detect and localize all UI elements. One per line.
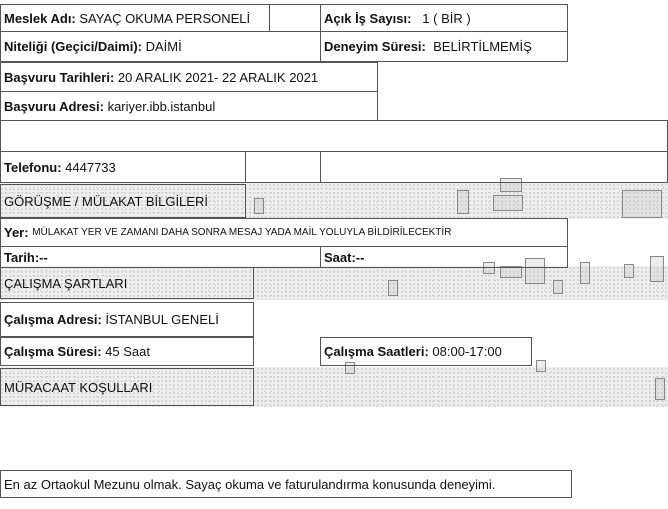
kosul-text: En az Ortaokul Mezunu olmak. Sayaç okuma ve faturulandırma konusunda deneyimi. xyxy=(4,476,496,492)
telefon-value: 4447733 xyxy=(65,159,116,175)
calisma-saatleri-value: 08:00-17:00 xyxy=(432,344,502,359)
acik-is-label: Açık İş Sayısı: xyxy=(324,10,412,26)
deneyim-value: BELİRTİLMEMİŞ xyxy=(433,39,532,54)
telefon-empty-cell xyxy=(245,151,321,183)
yer-cell xyxy=(0,218,568,247)
calisma-suresi-cell xyxy=(0,337,254,366)
gorusme-header xyxy=(0,184,246,218)
yer-value: MÜLAKAT YER VE ZAMANI DAHA SONRA MESAJ YADA MAİL YOLUYLA BİLDİRİLECEKTİR xyxy=(32,226,452,238)
calisma-saatleri-cell xyxy=(320,337,532,366)
tarih-cell xyxy=(0,246,321,268)
acik-is-value: 1 ( BİR ) xyxy=(422,10,471,26)
muracaat-header-text: MÜRACAAT KOŞULLARI xyxy=(4,379,153,395)
nitelik-label: Niteliği (Geçici/Daimi): xyxy=(4,39,142,54)
muracaat-header xyxy=(0,368,254,406)
empty-row xyxy=(0,120,668,152)
scan-artifact xyxy=(493,195,523,211)
basvuru-adres-value: kariyer.ibb.istanbul xyxy=(107,98,216,114)
yer-label: Yer: xyxy=(4,225,29,240)
calisma-header xyxy=(0,267,254,299)
telefon-label: Telefonu: xyxy=(4,159,62,175)
telefon-cell xyxy=(0,151,246,183)
saat-label: Saat:-- xyxy=(324,249,365,265)
acik-is-cell xyxy=(320,4,568,32)
scan-artifact xyxy=(622,190,662,218)
calisma-header-text: ÇALIŞMA ŞARTLARI xyxy=(4,275,128,291)
scan-artifact xyxy=(624,264,634,278)
basvuru-adres-cell xyxy=(0,91,378,121)
telefon-right-cell xyxy=(320,151,668,183)
nitelik-cell xyxy=(0,31,321,62)
scan-artifact xyxy=(655,378,665,400)
scan-artifact xyxy=(254,198,264,214)
basvuru-adres-label: Başvuru Adresi: xyxy=(4,98,104,114)
calisma-adres-value: İSTANBUL GENELİ xyxy=(105,312,219,327)
basvuru-tarih-cell xyxy=(0,62,378,92)
meslek-cell xyxy=(0,4,270,32)
calisma-suresi-label: Çalışma Süresi: xyxy=(4,344,102,359)
meslek-label: Meslek Adı: xyxy=(4,10,76,26)
deneyim-label: Deneyim Süresi: xyxy=(324,39,426,54)
scan-artifact xyxy=(536,360,546,372)
gorusme-header-text: GÖRÜŞME / MÜLAKAT BİLGİLERİ xyxy=(4,193,208,209)
scan-artifact xyxy=(580,262,590,284)
calisma-adres-label: Çalışma Adresi: xyxy=(4,312,102,327)
calisma-suresi-value: 45 Saat xyxy=(105,344,150,359)
nitelik-value: DAİMİ xyxy=(145,39,182,54)
basvuru-tarih-value: 20 ARALIK 2021- 22 ARALIK 2021 xyxy=(117,69,319,85)
deneyim-cell xyxy=(320,31,568,62)
saat-cell xyxy=(320,246,568,268)
scan-artifact xyxy=(457,190,469,214)
meslek-value: SAYAÇ OKUMA PERSONELİ xyxy=(79,10,251,26)
kosul-cell xyxy=(0,470,572,498)
tarih-label: Tarih:-- xyxy=(4,249,48,265)
scan-artifact xyxy=(388,280,398,296)
calisma-saatleri-label: Çalışma Saatleri: xyxy=(324,344,429,359)
calisma-adres-cell xyxy=(0,302,254,337)
basvuru-tarih-label: Başvuru Tarihleri: xyxy=(4,69,115,85)
meslek-empty-cell xyxy=(269,4,321,32)
scan-artifact xyxy=(650,256,664,282)
scan-artifact xyxy=(553,280,563,294)
